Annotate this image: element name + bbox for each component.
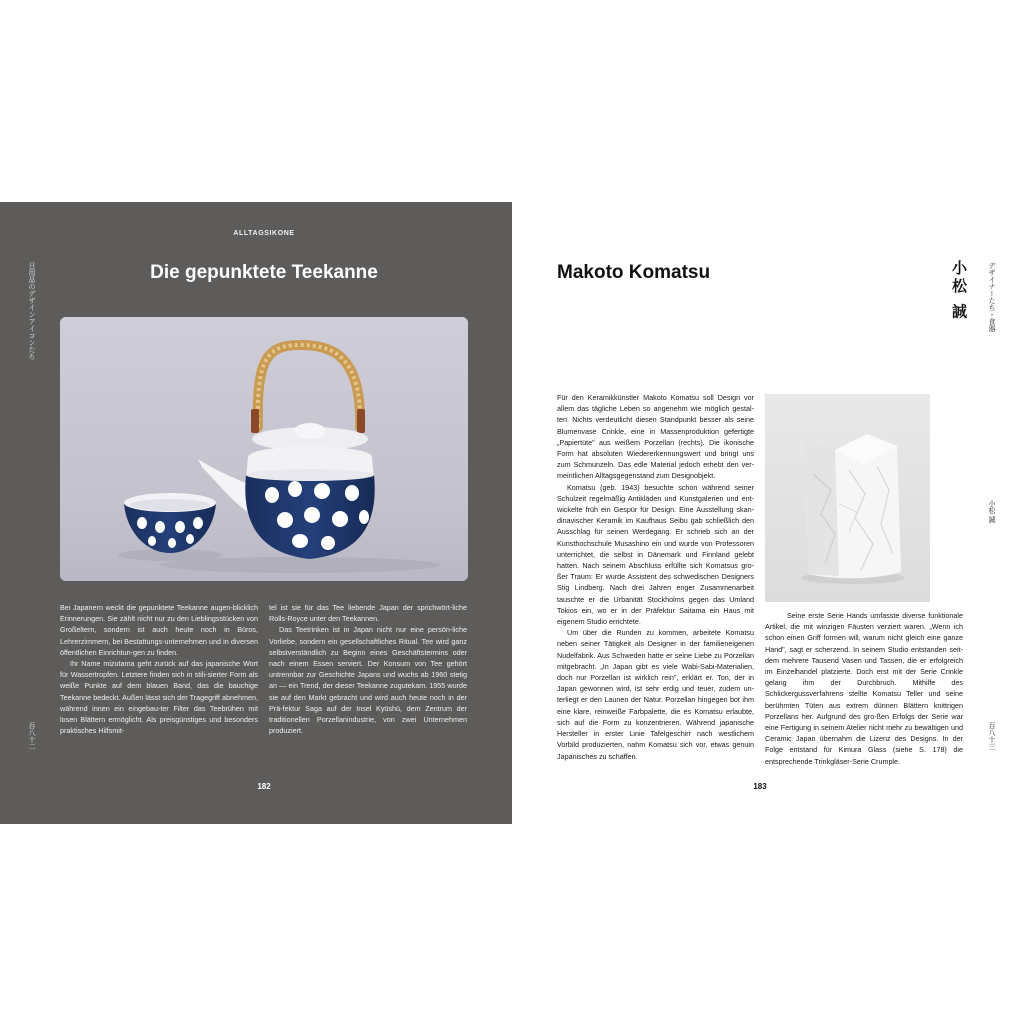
left-column-1 bbox=[60, 602, 258, 736]
vertical-section-label: デザイナーたち・食器 bbox=[988, 262, 995, 332]
paragraph: Um über die Runden zu kommen, arbeitete Komatsu neben seiner Tätigkeit als Designer in der familieneigenen Nudelfabrik. Aus Schweden hatte er seine Liebe zu Porzellan mitgebracht. „In Japan gibt es viele Wabi-Sabi-Materialien, doch nur Porzellan ist wirklich rein", erklärt er. Ton, der in Japan gewonnen wird, ist sehr erdig und teuer, zudem un-terliegt er den Launen der Natur. Porzellan hingegen bot ihm eine klare, reinweiße Farbpalette, die es Komatsu erlaubte, sich auf die Form zu konzentrieren. Während japanische Hersteller in erster Linie Tafelgeschirr nach westlichem Vorbild produzierten, nahm Komatsu sich vor, etwas genuin Japanisches zu schaffen. bbox=[557, 628, 754, 761]
paragraph: Für den Keramikkünstler Makoto Komatsu soll Design vor allem das tägliche Leben so angenehm wie möglich gestal-ten. Nichts verdeutlicht diesen Standpunkt besser als seine Blumenvase Crinkle, eine in Massenproduktion gefertigte „Papiertüte" aus weißem Porzellan (rechts). Die ikonische Form hat absoluten Wiedererkennungswert und bringt uns zum Schmunzeln. Das edle Material jedoch erhebt den ver-meintlichen Alltagsgegenstand zum Designobjekt. bbox=[557, 393, 754, 481]
vertical-page-number-japanese: 百八十三 bbox=[988, 722, 995, 750]
right-column-1 bbox=[557, 392, 754, 762]
page-title: Die gepunktete Teekanne bbox=[150, 262, 378, 283]
left-page bbox=[0, 202, 512, 824]
vertical-section-label: 日用品のデザインアイコンたち bbox=[28, 262, 35, 360]
right-page bbox=[512, 202, 1024, 824]
paragraph: Seine erste Serie Hands umfasste diverse funktionale Artikel, die mit winzigen Fäusten verziert waren. „Wenn ich schon einen Griff formen will, warum nicht gleich eine ganze Hand", sagt er scherzend. In seinem Studio entstanden seit-dem mehrere Tausend Vasen und Tassen, die er erfolgreich im Einzelhandel platzierte. Doch erst mit der Serie Crinkle gelang ihm der Durchbruch. Mithilfe des Schlickergussverfahrens stellte Komatsu Teller und seine berühmten Tüten aus extrem dünnen Blättern knittrigen Porzellans her. Aufgrund des gro-ßen Erfolgs der Serie war eine Fertigung in seinem Atelier nicht mehr zu bewältigen und Ceramic Japan übernahm die Lizenz des Designs. In der Folge entstand für Kimura Glass (siehe S. 178) die entsprechende Trinkgläser-Serie Crumple. bbox=[765, 611, 963, 766]
section-kicker: ALLTAGSIKONE bbox=[233, 230, 295, 237]
japanese-name: 小松 誠 bbox=[950, 260, 967, 322]
paragraph: Komatsu (geb. 1943) besuchte schon während seiner Schulzeit regelmäßig Antikläden und Kunstgalerien und ent-wickelte früh ein Gespür für Design. Eine Ausstellung skan-dinavischer Keramik im Kaufhaus Seibu gab schließlich den Ausschlag für seinen Werdegang. Er schrieb sich an der Kunsthochschule Musashino ein und wurde von Professoren unterrichtet, die selbst in Dänemark und Finnland gelebt hatten. Nach seinem Abschluss erfüllte sich Komatsus gro-ßer Traum: Er wurde Assistent des schwedischen Designers Stig Lindberg. Nach drei Jahren enger Zusammenarbeit tauschte er die Urbanität Stockholms gegen das Umland Tokios ein, wo er in der Präfektur Saitama ein Haus mit eigenem Studio errichtete. bbox=[557, 482, 754, 627]
vertical-name-label: 小松 誠 bbox=[988, 500, 995, 523]
crinkle-vase-photo bbox=[765, 394, 930, 602]
paragraph: tel ist sie für das Tee liebende Japan der sprichwört-liche Rolls-Royce unter den Teekannen. bbox=[269, 603, 467, 624]
page-title: Makoto Komatsu bbox=[557, 262, 711, 283]
page-number: 182 bbox=[257, 782, 271, 791]
right-column-2 bbox=[765, 610, 963, 767]
left-column-2 bbox=[269, 602, 467, 736]
paragraph: Ihr Name mizutama geht zurück auf das japanische Wort für Wassertropfen. Letztere finden sich in stili-sierter Form als weiße Punkte auf dem blauen Band, das die bauchige Teekanne bedeckt. Außen lässt sich der Tragegriff abnehmen, während innen ein eingebau-ter Filter das Teebrühen mit losen Blättern ermöglicht. Als preisgünstiges und besonders praktisches Hilfsmit- bbox=[60, 659, 258, 736]
teapot-photo bbox=[60, 317, 468, 581]
page-number: 183 bbox=[753, 782, 767, 791]
paragraph: Das Teetrinken ist in Japan nicht nur eine persön-liche Vorliebe, sondern ein gesellschaftliches Ritual. Tee wird ganz selbstverständlich zu Beginn eines Geschäftstermins oder nach einem Essen serviert. Der Konsum von Tee gehört untrennbar zur Geschichte Japans und wuchs ab 1960 stetig an — ein Trend, der dieser Teekanne zugutekam. 1955 wurde sie auf den Markt gebracht und wird auch heute noch in der Prä-fektur Saga auf der Insel Kyūshū, dem Zentrum der traditionellen Porzellanindustrie, von zwei Unternehmen produziert. bbox=[269, 625, 467, 736]
vertical-page-number-japanese: 百八十二 bbox=[28, 722, 35, 750]
book-spread bbox=[0, 202, 1024, 824]
paragraph: Bei Japanern weckt die gepunktete Teekanne augen-blicklich Erinnerungen. Sie zählt nicht nur zu den Lieblingsstücken von Großeltern, sondern ist auch heute noch in Büros, Lehrerzimmern, bei Bestattungs-unternehmen und in diversen öffentlichen Einrichtun-gen zu finden. bbox=[60, 603, 258, 657]
